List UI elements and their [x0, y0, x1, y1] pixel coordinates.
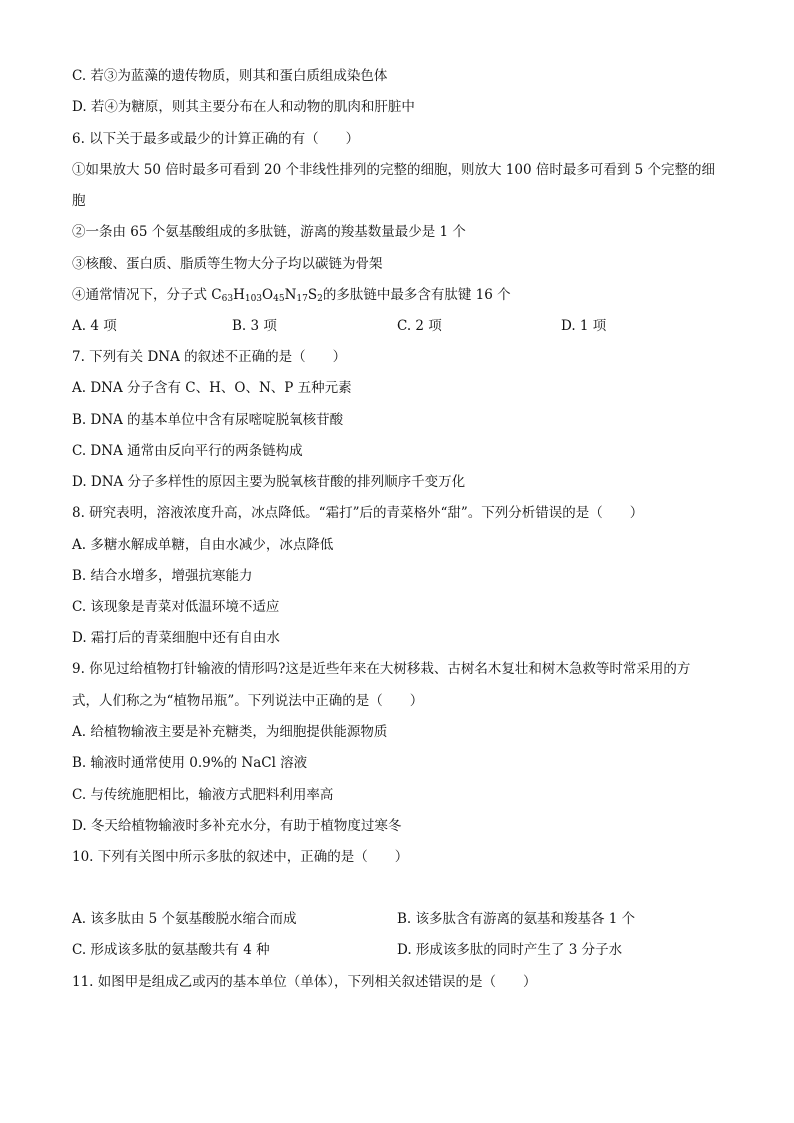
formula-sub-c: 63 — [221, 294, 234, 304]
q8-option-a: A. 多糖水解成单糖，自由水减少，冰点降低 — [72, 537, 334, 553]
q6-option-d: D. 1 项 — [561, 318, 607, 334]
formula-o: O — [262, 287, 274, 303]
q8-option-c: C. 该现象是青菜对低温环境不适应 — [72, 599, 280, 615]
formula-sub-n: 17 — [296, 294, 308, 304]
q10-stem: 10. 下列有关图中所示多肽的叙述中，正确的是（ ） — [72, 849, 409, 865]
q6-item-2: ②一条由 65 个氨基酸组成的多肽链，游离的羧基数量最少是 1 个 — [72, 224, 466, 240]
q8-stem: 8. 研究表明，溶液浓度升高，冰点降低。“霜打”后的青菜格外“甜”。下列分析错误的是（ ） — [72, 505, 644, 521]
formula-s: S — [307, 287, 318, 303]
formula-h: H — [233, 287, 245, 303]
q5-option-c: C. 若③为蓝藻的遗传物质，则其和蛋白质组成染色体 — [72, 68, 388, 84]
q7-option-d: D. DNA 分子多样性的原因主要为脱氧核苷酸的排列顺序千变万化 — [72, 474, 466, 490]
q8-option-d: D. 霜打后的青菜细胞中还有自由水 — [72, 630, 280, 646]
q7-option-b: B. DNA 的基本单位中含有尿嘧啶脱氧核苷酸 — [72, 412, 344, 428]
q6-option-b: B. 3 项 — [232, 318, 277, 334]
formula-sub-s: 2 — [317, 294, 323, 304]
q6-stem: 6. 以下关于最多或最少的计算正确的有（ ） — [72, 131, 360, 147]
q6-item-4-prefix: ④通常情况下，分子式 C — [72, 287, 222, 303]
q7-stem: 7. 下列有关 DNA 的叙述不正确的是（ ） — [72, 349, 347, 365]
q10-option-c: C. 形成该多肽的氨基酸共有 4 种 — [72, 942, 270, 958]
q6-option-c: C. 2 项 — [397, 318, 442, 334]
q10-option-b: B. 该多肽含有游离的氨基和羧基各 1 个 — [397, 911, 636, 927]
q9-stem-line-2: 式，人们称之为“植物吊瓶”。下列说法中正确的是（ ） — [72, 693, 424, 709]
formula-sub-h: 103 — [244, 294, 263, 304]
q6-item-4-suffix: 的多肽链中最多含有肽键 16 个 — [322, 287, 511, 303]
q7-option-a: A. DNA 分子含有 C、H、O、N、P 五种元素 — [72, 380, 352, 396]
formula-sub-o: 45 — [273, 294, 285, 304]
q9-stem-line-1: 9. 你见过给植物打针输液的情形吗?这是近些年来在大树移栽、古树名木复壮和树木急救等时常采用的方 — [72, 661, 691, 677]
q9-option-b: B. 输液时通常使用 0.9%的 NaCl 溶液 — [72, 755, 308, 771]
q6-item-1-line-2: 胞 — [72, 193, 86, 209]
q6-item-1-line-1: ①如果放大 50 倍时最多可看到 20 个非线性排列的完整的细胞，则放大 100 倍时最多可看到 5 个完整的细 — [72, 162, 716, 178]
q10-option-d: D. 形成该多肽的同时产生了 3 分子水 — [397, 942, 623, 958]
q8-option-b: B. 结合水增多，增强抗寒能力 — [72, 568, 253, 584]
q9-option-a: A. 给植物输液主要是补充糖类，为细胞提供能源物质 — [72, 724, 388, 740]
q9-option-c: C. 与传统施肥相比，输液方式肥料利用率高 — [72, 787, 334, 803]
q5-option-d: D. 若④为糖原，则其主要分布在人和动物的肌肉和肝脏中 — [72, 99, 415, 115]
q6-option-a: A. 4 项 — [72, 318, 117, 334]
q6-item-3: ③核酸、蛋白质、脂质等生物大分子均以碳链为骨架 — [72, 256, 383, 272]
q10-option-a: A. 该多肽由 5 个氨基酸脱水缩合而成 — [72, 911, 297, 927]
q7-option-c: C. DNA 通常由反向平行的两条链构成 — [72, 443, 303, 459]
q9-option-d: D. 冬天给植物输液时多补充水分，有助于植物度过寒冬 — [72, 818, 402, 834]
q11-stem: 11. 如图甲是组成乙或丙的基本单位（单体），下列相关叙述错误的是（ ） — [72, 974, 537, 990]
q6-item-4 — [72, 285, 511, 305]
formula-n: N — [284, 287, 297, 303]
